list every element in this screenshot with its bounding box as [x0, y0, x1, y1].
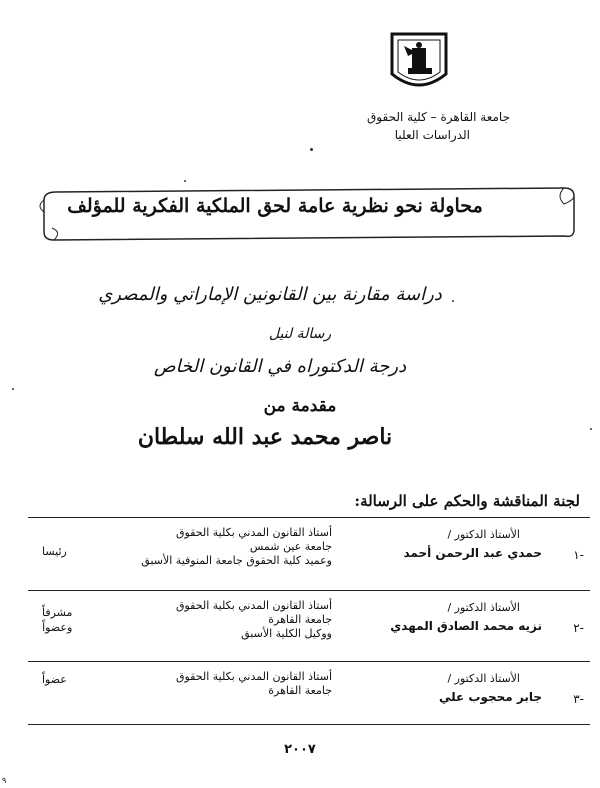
- committee-row: [28, 517, 590, 590]
- member-title: الأستاذ الدكتور /: [447, 528, 520, 541]
- degree-line: درجة الدكتوراه في القانون الخاص: [153, 356, 407, 377]
- member-position: أستاذ القانون المدني بكلية الحقوق جامعة القاهرة: [175, 670, 332, 697]
- study-description: دراسة مقارنة بين القانونين الإماراتي والمصري: [98, 284, 442, 305]
- graduate-studies: الدراسات العليا: [394, 128, 470, 142]
- member-number: -٣: [573, 692, 584, 706]
- member-role: رئيسا: [42, 545, 67, 558]
- member-role: عضواً: [42, 673, 67, 686]
- scan-speck: [310, 148, 313, 151]
- university-faculty: جامعة القاهرة – كلية الحقوق: [367, 110, 510, 124]
- committee-row: [28, 661, 590, 725]
- committee-heading: لجنة المناقشة والحكم على الرسالة:: [354, 492, 580, 510]
- thesis-for: رسالة لنيل: [268, 326, 332, 342]
- thesis-title: محاولة نحو نظرية عامة لحق الملكية الفكرية للمؤلف: [67, 195, 483, 217]
- scan-speck: [590, 428, 592, 430]
- member-position: أستاذ القانون المدني بكلية الحقوق جامعة عين شمس وعميد كلية الحقوق جامعة المنوفية الأسبق: [141, 526, 332, 567]
- member-number: -١: [573, 548, 584, 562]
- member-name: حمدي عبد الرحمن أحمد: [403, 546, 542, 560]
- committee-table: [28, 517, 590, 725]
- committee-row: [28, 590, 590, 661]
- corner-mark: ٩: [2, 776, 7, 785]
- scan-speck: [12, 388, 14, 390]
- member-title: الأستاذ الدكتور /: [447, 601, 520, 614]
- scan-speck: [184, 180, 186, 182]
- member-name: نزيه محمد الصادق المهدي: [390, 619, 542, 633]
- presented-by: مقدمة من: [263, 396, 337, 416]
- member-number: -٢: [573, 621, 584, 635]
- author-name: ناصر محمد عبد الله سلطان: [137, 424, 393, 450]
- member-role: مشرفاً وعضواً: [42, 606, 73, 634]
- member-title: الأستاذ الدكتور /: [447, 672, 520, 685]
- member-position: أستاذ القانون المدني بكلية الحقوق جامعة القاهرة ووكيل الكلية الأسبق: [175, 599, 332, 640]
- member-name: جابر محجوب علي: [438, 690, 542, 704]
- university-emblem-icon: [388, 30, 450, 96]
- year: ٢٠٠٧: [284, 742, 316, 757]
- scan-speck: [452, 300, 454, 302]
